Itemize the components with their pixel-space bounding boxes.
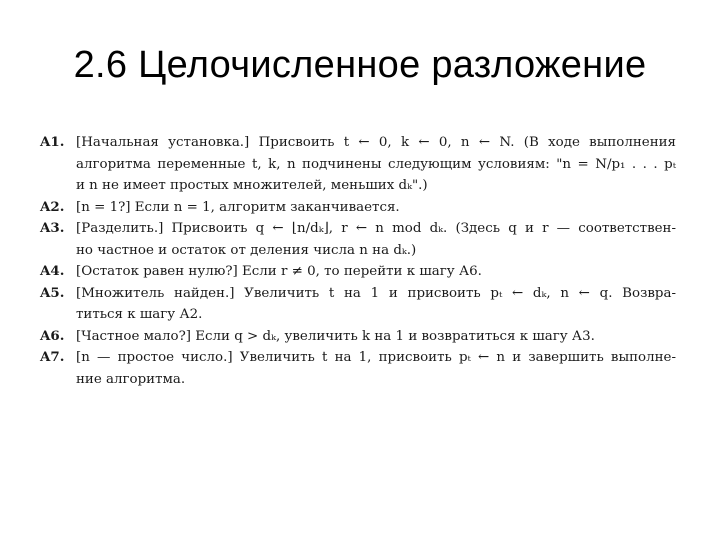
step-text-line: [Множитель найден.] Увеличить t на 1 и присвоить pₜ ← dₖ, n ← q. Возвра-: [76, 285, 676, 301]
step-text-line: [n — простое число.] Увеличить t на 1, присвоить pₜ ← n и завершить выполне-: [76, 350, 676, 365]
step-text-line: ние алгоритма.: [76, 371, 186, 387]
step-number: A2.: [40, 198, 65, 215]
step-text-line: [Частное мало?] Если q > dₖ, увеличить k на 1 и возвратиться к шагу А3.: [76, 328, 595, 344]
step-text-line: титься к шагу А2.: [76, 307, 203, 322]
step-number: A4.: [40, 263, 65, 279]
step-number: A1.: [40, 134, 65, 150]
step-text-line: но частное и остаток от деления числа n на dₖ.): [76, 242, 417, 258]
step-number: A7.: [40, 349, 65, 365]
step-text-line: [Разделить.] Присвоить q ← ⌊n/dₖ⌋, r ← n mod dₖ. (Здесь q и r — соответствен-: [76, 221, 676, 236]
algorithm-step: [40, 283, 676, 326]
slide-title: 2.6 Целочисленное разложение: [73, 44, 647, 86]
algorithm-step: [40, 261, 676, 283]
step-text-line: и n не имеет простых множителей, меньших dₖ".): [76, 178, 428, 193]
step-number: A5.: [40, 284, 65, 301]
algorithm-step: [40, 347, 676, 390]
step-text-line: [n = 1?] Если n = 1, алгоритм заканчивается.: [76, 199, 400, 215]
algorithm-step: [40, 218, 676, 261]
algorithm-text: [40, 132, 676, 390]
step-text-line: алгоритма переменные t, k, n подчинены следующим условиям: "n = N/p₁ . . . pₜ: [76, 156, 676, 172]
step-number: A6.: [40, 327, 65, 344]
algorithm-step: [40, 132, 676, 197]
step-text-line: [Начальная установка.] Присвоить t ← 0, k ← 0, n ← N. (В ходе выполнения: [76, 135, 676, 150]
algorithm-step: [40, 326, 676, 348]
algorithm-step: [40, 197, 676, 219]
step-number: A3.: [40, 220, 65, 236]
step-text-line: [Остаток равен нулю?] Если r ≠ 0, то перейти к шагу А6.: [76, 264, 482, 279]
